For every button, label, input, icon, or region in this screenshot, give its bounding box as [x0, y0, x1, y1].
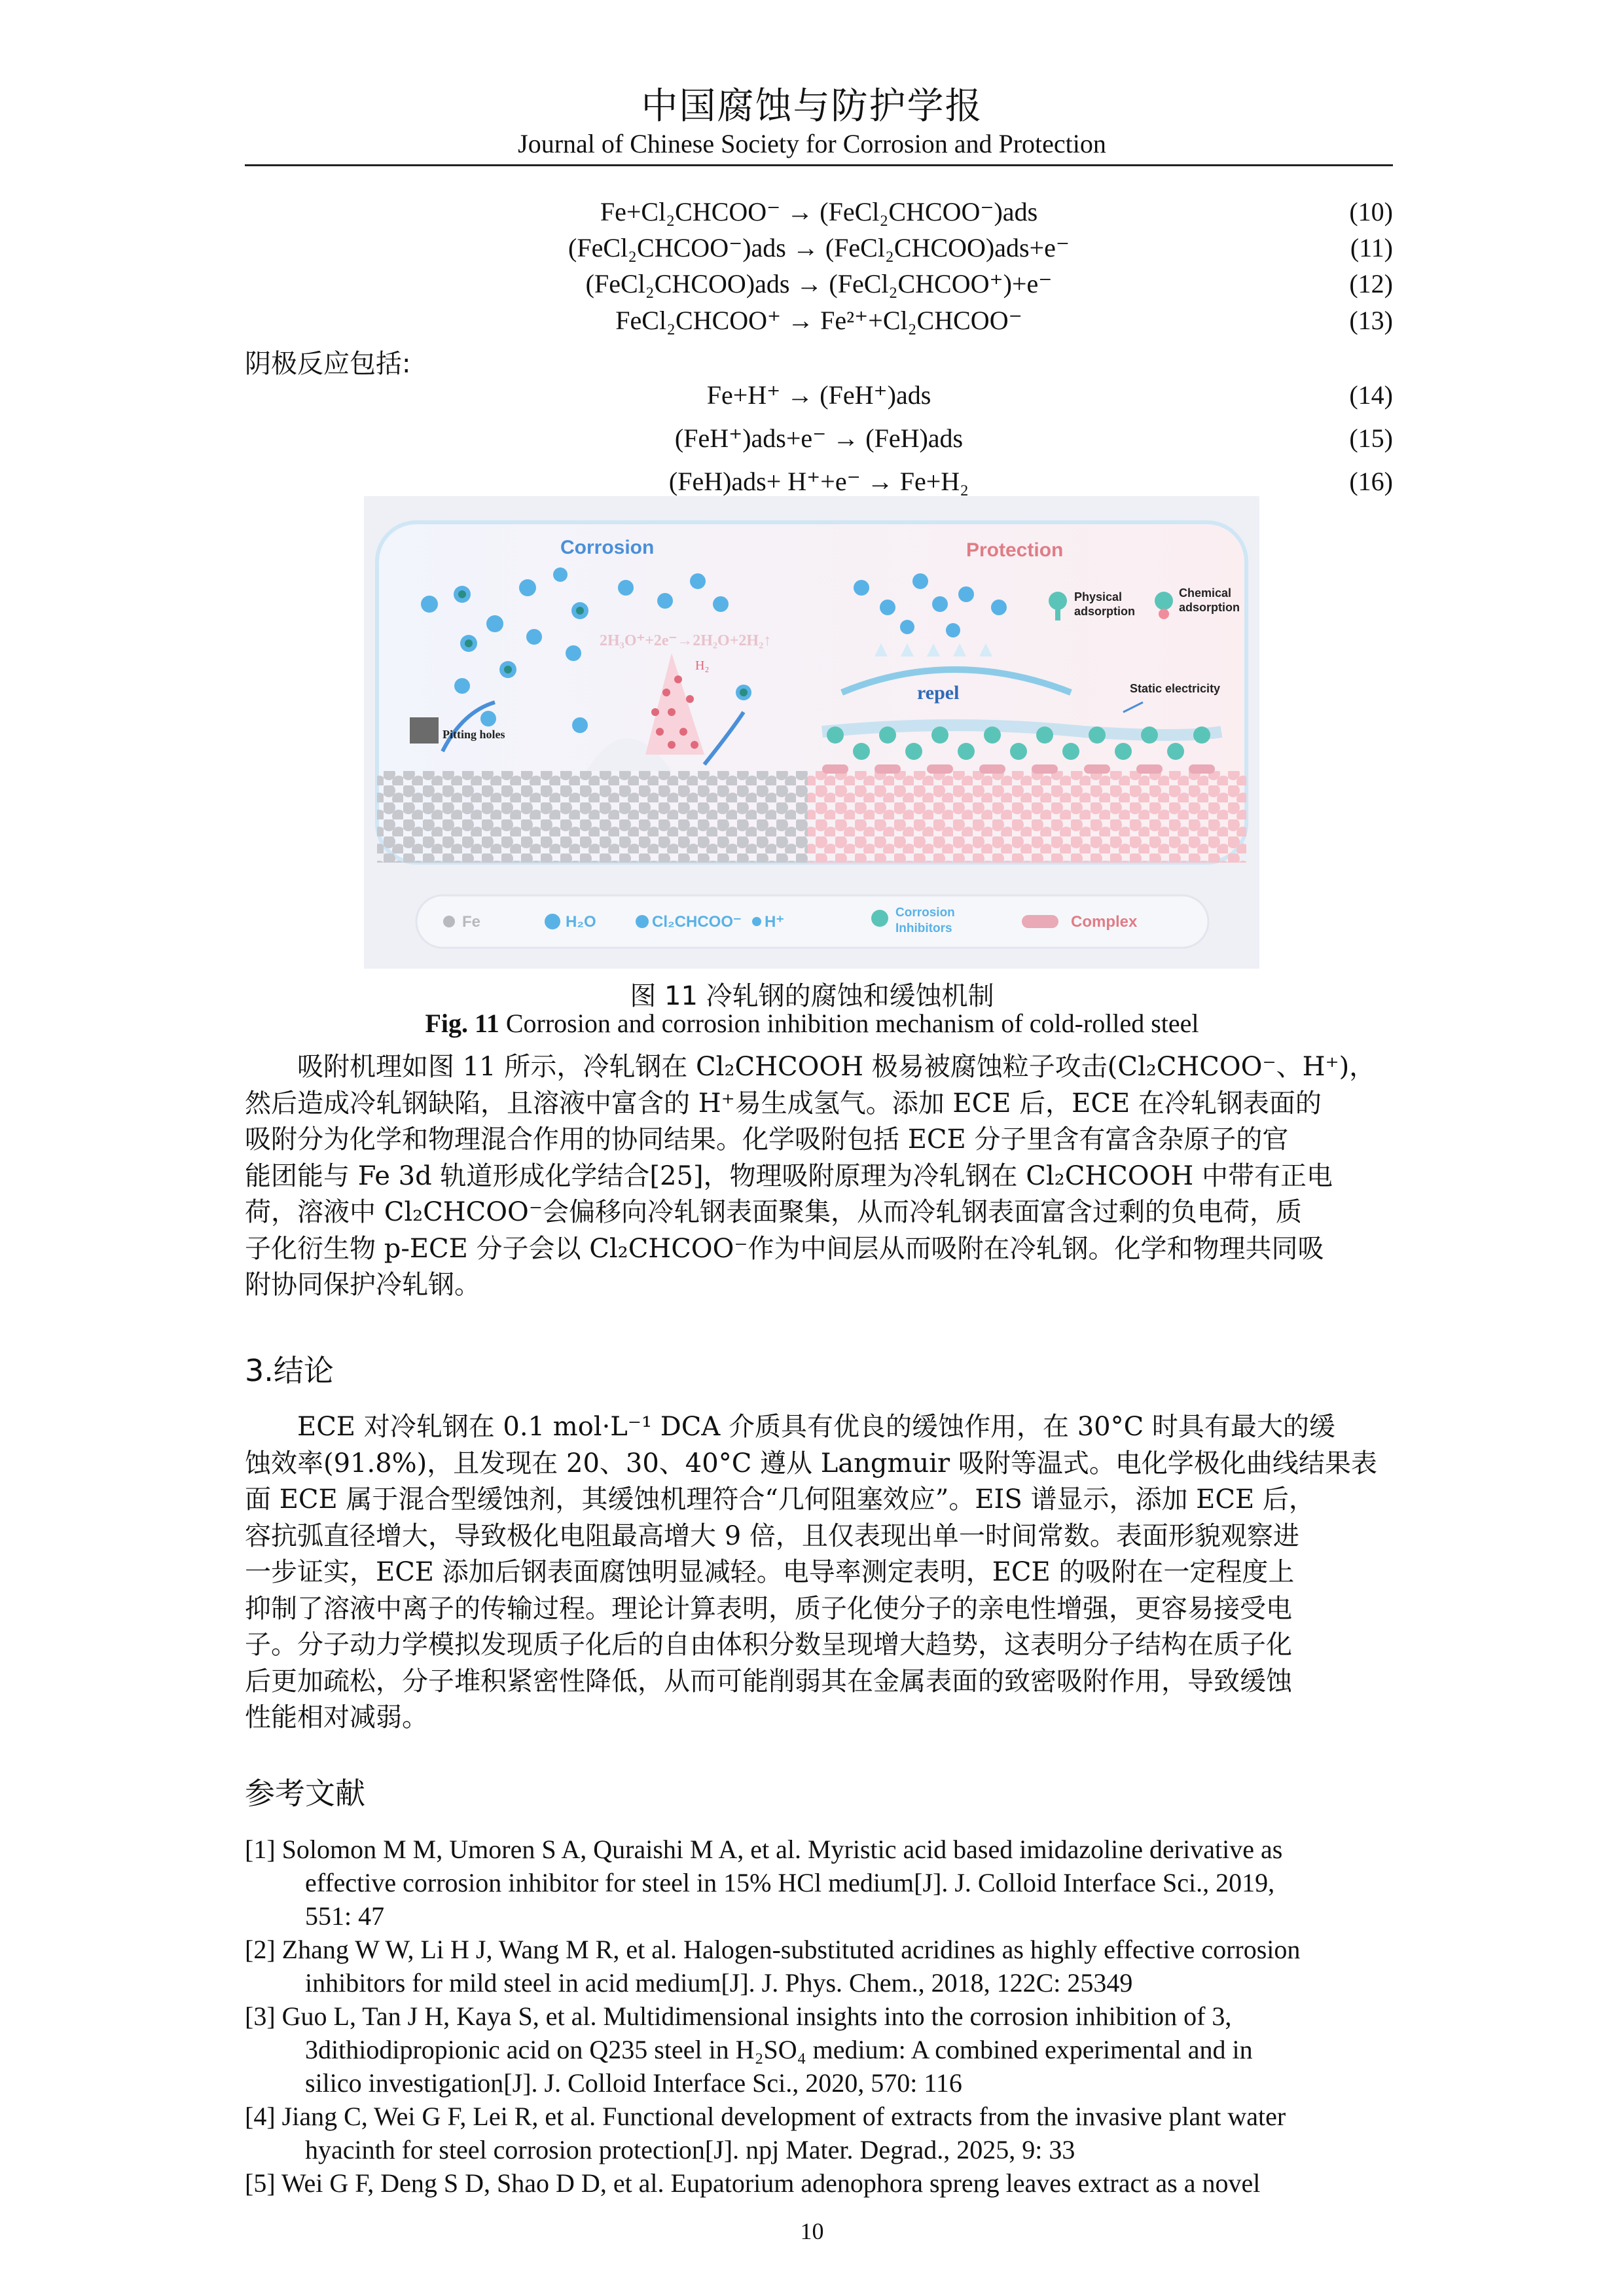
text-line: 荷，溶液中 Cl₂CHCOO⁻会偏移向冷轧钢表面聚集，从而冷轧钢表面富含过剩的负电荷，质 [245, 1197, 1302, 1227]
equation-number: (16) [1349, 467, 1393, 496]
equation-rhs: (FeH⁺)ads [820, 380, 931, 410]
equation-rhs: Fe²⁺+Cl₂CHCOO⁻ [820, 306, 1022, 335]
header-rule [245, 164, 1393, 166]
figure-caption-text: Corrosion and corrosion inhibition mechanism of cold-rolled steel [499, 1009, 1199, 1038]
reference-1: [1] Solomon M M, Umoren S A, Quraishi M A, et al. Myristic acid based imidazoline derivative as [245, 1835, 1283, 1864]
legend-complex: Complex [1071, 913, 1138, 931]
text-line: 一步证实，ECE 添加后钢表面腐蚀明显减轻。电导率测定表明，ECE 的吸附在一定程度上 [245, 1557, 1295, 1587]
legend-anion: Cl₂CHCOO⁻ [652, 913, 742, 931]
corrosion-title: Corrosion [560, 537, 655, 558]
reference-3: [3] Guo L, Tan J H, Kaya S, et al. Multidimensional insights into the corrosion inhibition of 3, [245, 2001, 1232, 2031]
equation-10: Fe+Cl₂CHCOO⁻ → (FeCl₂CHCOO⁻)ads (10) [600, 197, 1393, 226]
text-line: 然后造成冷轧钢缺陷，且溶液中富含的 H⁺易生成氢气。添加 ECE 后，ECE 在冷轧钢表面的 [245, 1088, 1322, 1119]
journal-title-en: Journal of Chinese Society for Corrosion and Protection [518, 129, 1106, 158]
figure-caption-label: Fig. 11 [425, 1009, 499, 1038]
static-label: Static electricity [1130, 682, 1221, 695]
chemical-label-1: Chemical [1179, 586, 1232, 600]
text-line: ECE 对冷轧钢在 0.1 mol·L⁻¹ DCA 介质具有优良的缓蚀作用，在 30°C 时具有最大的缓 [245, 1412, 1335, 1442]
equation-number: (13) [1349, 306, 1393, 335]
text-line: 蚀效率(91.8%)，且发现在 20、30、40°C 遵从 Langmuir 吸附等温式。电化学极化曲线结果表 [245, 1448, 1377, 1479]
reference-2-cont: inhibitors for mild steel in acid medium[J]. J. Phys. Chem., 2018, 122C: 25349 [305, 1968, 1133, 1998]
fe-surface-protected [808, 771, 1246, 863]
text-line: 子。分子动力学模拟发现质子化后的自由体积分数呈现增大趋势，这表明分子结构在质子化 [245, 1630, 1292, 1660]
legend-inhibitor-1: Corrosion [895, 906, 955, 920]
equation-number: (10) [1349, 197, 1393, 226]
text-line: 性能相对减弱。 [245, 1702, 428, 1732]
equation-13: FeCl₂CHCOO⁺ → Fe²⁺+Cl₂CHCOO⁻ (13) [615, 306, 1393, 335]
legend-h: H⁺ [765, 913, 784, 931]
chemical-label-2: adsorption [1179, 601, 1240, 614]
reference-3-cont: silico investigation[J]. J. Colloid Interface Sci., 2020, 570: 116 [305, 2068, 962, 2098]
text-line: 容抗弧直径增大，导致极化电阻最高增大 9 倍，且仅表现出单一时间常数。表面形貌观察进 [245, 1520, 1299, 1551]
body-paragraph-1 [245, 1049, 1393, 1304]
equation-number: (12) [1349, 269, 1393, 298]
text-line: 吸附分为化学和物理混合作用的协同结果。化学吸附包括 ECE 分子里含有富含杂原子的官 [245, 1124, 1289, 1155]
cathode-label: 阴极反应包括: [245, 349, 411, 379]
text-line: 吸附机理如图 11 所示，冷轧钢在 Cl₂CHCOOH 极易被腐蚀粒子攻击(Cl₂CHCOO⁻、H⁺)， [245, 1052, 1376, 1082]
reference-2: [2] Zhang W W, Li H J, Wang M R, et al. Halogen-substituted acridines as highly effective corrosion [245, 1935, 1301, 1964]
pitting-photo [410, 717, 439, 744]
equation-16: (FeH)ads+ H⁺+e⁻ → Fe+H₂ (16) [668, 467, 1393, 496]
body-paragraph-2 [245, 1409, 1393, 1736]
equation-rhs: (FeH)ads [865, 423, 964, 453]
reference-5: [5] Wei G F, Deng S D, Shao D D, et al. Eupatorium adenophora spreng leaves extract as a novel [245, 2168, 1261, 2198]
equation-12: (FeCl₂CHCOO)ads → (FeCl₂CHCOO⁺)+e⁻ (12) [585, 269, 1393, 298]
reference-list [245, 1833, 1393, 2200]
physical-label-2: adsorption [1074, 605, 1135, 618]
text-line: 面 ECE 属于混合型缓蚀剂，其缓蚀机理符合“几何阻塞效应”。EIS 谱显示，添加 ECE 后， [245, 1484, 1315, 1515]
equation-rhs: (FeCl₂CHCOO⁺)+e⁻ [829, 269, 1053, 298]
equation-number: (11) [1350, 233, 1393, 262]
figure-caption-en [0, 1008, 1624, 1039]
equation-lhs: (FeCl₂CHCOO⁻)ads [568, 233, 786, 262]
fe-surface-corroded [377, 771, 808, 863]
journal-title-cn: 中国腐蚀与防护学报 [641, 85, 983, 128]
legend-inhibitor-2: Inhibitors [895, 922, 952, 935]
anion-legend-icon [636, 915, 649, 928]
pitting-label: Pitting holes [442, 728, 505, 741]
equation-14: Fe+H⁺ → (FeH⁺)ads (14) [706, 380, 1393, 410]
reference-1-cont: effective corrosion inhibitor for steel in 15% HCl medium[J]. J. Colloid Interface Sci., 2019, [305, 1868, 1275, 1897]
equation-rhs: (FeCl₂CHCOO)ads+e⁻ [825, 233, 1070, 262]
reaction-label: 2H₃O⁺+2e⁻→2H₂O+2H₂↑ [600, 632, 772, 649]
equation-lhs: (FeCl₂CHCOO)ads [585, 269, 790, 298]
protection-title: Protection [966, 539, 1064, 561]
reference-4-cont: hyacinth for steel corrosion protection[J]. npj Mater. Degrad., 2025, 9: 33 [305, 2135, 1075, 2164]
equation-lhs: FeCl₂CHCOO⁺ [615, 306, 782, 335]
text-line: 能团能与 Fe 3d 轨道形成化学结合[25]，物理吸附原理为冷轧钢在 Cl₂CHCOOH 中带有正电 [245, 1160, 1333, 1191]
h2o-legend-icon [545, 914, 560, 929]
h2-label: H₂ [695, 658, 710, 673]
h-legend-icon [752, 917, 761, 926]
figure-caption-cn: 图 11 冷轧钢的腐蚀和缓蚀机制 [630, 981, 994, 1011]
fe-legend-icon [443, 916, 455, 927]
legend-h2o: H₂O [566, 913, 596, 931]
equation-11: (FeCl₂CHCOO⁻)ads → (FeCl₂CHCOO)ads+e⁻ (11) [568, 233, 1393, 262]
text-line: 子化衍生物 p-ECE 分子会以 Cl₂CHCOO⁻作为中间层从而吸附在冷轧钢。化学和物理共同吸 [245, 1233, 1324, 1264]
text-line: 后更加疏松，分子堆积紧密性降低，从而可能削弱其在金属表面的致密吸附作用，导致缓蚀 [245, 1666, 1292, 1696]
mechanism-diagram [364, 496, 1259, 969]
legend-fe: Fe [462, 913, 481, 931]
section-heading-references: 参考文献 [245, 1776, 365, 1811]
equation-lhs: (FeH⁺)ads+e⁻ [674, 423, 827, 453]
equation-lhs: Fe+Cl₂CHCOO⁻ [600, 197, 781, 226]
equation-number: (14) [1349, 380, 1393, 410]
section-heading-conclusion: 3.结论 [245, 1353, 334, 1388]
complex-legend-icon [1022, 915, 1058, 928]
equation-15: (FeH⁺)ads+e⁻ → (FeH)ads (15) [674, 423, 1393, 453]
inhibitor-legend-icon [871, 910, 888, 927]
equation-number: (15) [1349, 423, 1393, 453]
figure-11 [364, 496, 1259, 969]
reference-4: [4] Jiang C, Wei G F, Lei R, et al. Functional development of extracts from the invasive plant water [245, 2102, 1286, 2131]
reference-3-cont: 3dithiodipropionic acid on Q235 steel in H₂SO₄ medium: A combined experimental and in [305, 2035, 1253, 2064]
physical-label-1: Physical [1074, 590, 1123, 603]
text-line: 附协同保护冷轧钢。 [245, 1270, 480, 1300]
equation-rhs: (FeCl₂CHCOO⁻)ads [820, 197, 1038, 226]
equation-rhs: Fe+H₂ [899, 467, 969, 496]
text-line: 抑制了溶液中离子的传输过程。理论计算表明，质子化使分子的亲电性增强，更容易接受电 [245, 1593, 1292, 1624]
equation-lhs: (FeH)ads+ H⁺+e⁻ [668, 467, 861, 496]
reference-1-cont: 551: 47 [305, 1901, 385, 1931]
page-number: 10 [800, 2218, 824, 2244]
repel-label: repel [917, 682, 960, 704]
equation-lhs: Fe+H⁺ [706, 380, 781, 410]
